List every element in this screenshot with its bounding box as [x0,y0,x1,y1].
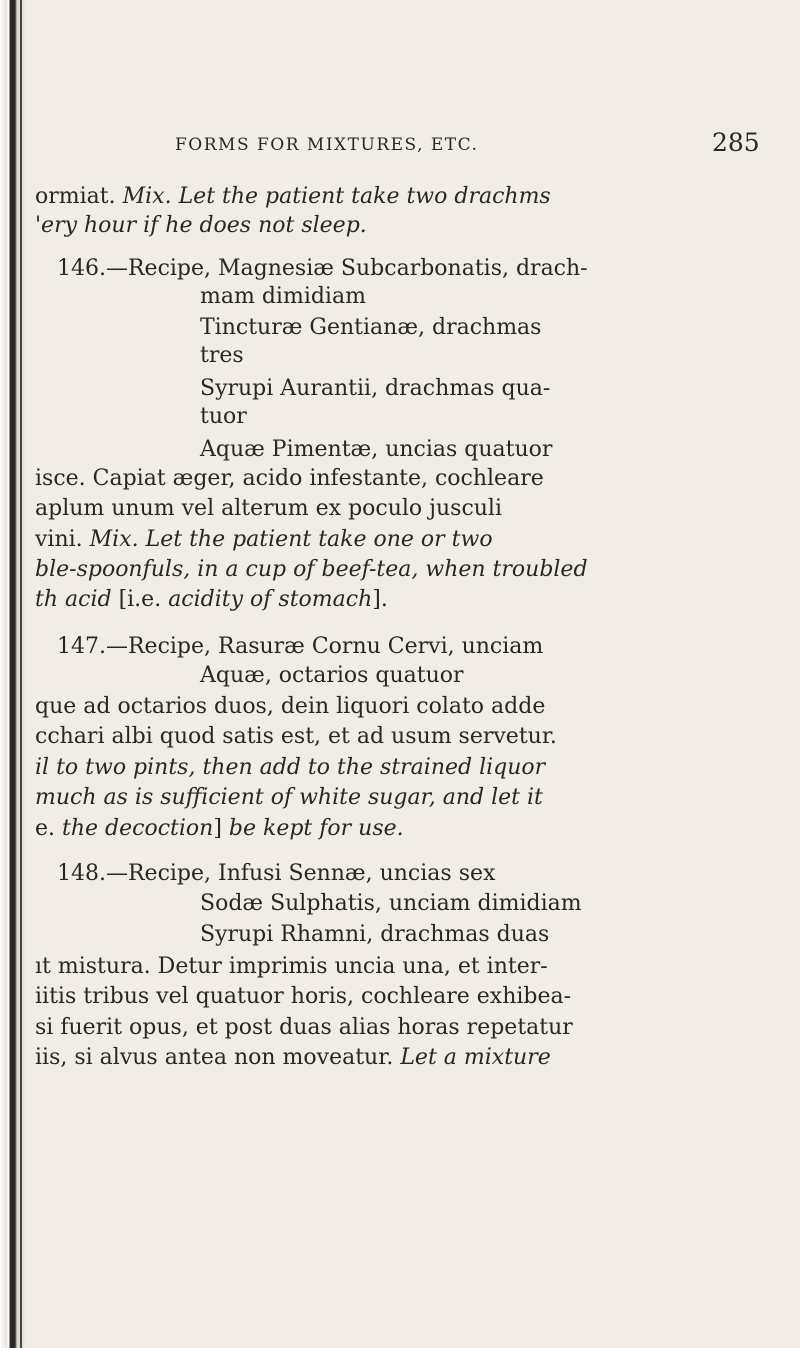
line-text: cchari albi quod satis est, et ad usum servetur. [35,724,557,749]
line-text: 146.—Recipe, Magnesiæ Subcarbonatis, drach- [57,256,588,281]
text-line-8 [200,403,247,431]
line-italic: the decoction [62,816,214,841]
line-text: iis, si alvus antea non moveatur. [35,1045,401,1070]
text-line-1 [35,183,551,211]
line-italic: much as is sufficient of white sugar, and let it [35,785,543,810]
text-line-20 [35,784,543,812]
text-line-25 [35,953,548,981]
line-italic: Mix. Let the patient take two drachms [122,184,551,209]
text-line-21 [35,815,404,843]
line-text: si fuerit opus, et post duas alias horas repetatur [35,1015,573,1040]
line-text: e. [35,816,63,841]
text-line-17 [35,693,545,721]
text-line-4 [200,283,366,311]
text-line-12 [35,526,493,554]
line-italic: be kept for use. [228,816,404,841]
text-line-16 [200,662,464,690]
line-italic: Let a mixture [400,1045,551,1070]
line-text: 147.—Recipe, Rasuræ Cornu Cervi, unciam [57,634,544,659]
line-text: aplum unum vel alterum ex poculo jusculi [35,496,503,521]
text-line-26 [35,983,571,1011]
text-line-7 [200,375,550,403]
recipe-147-heading [57,633,543,661]
running-head: FORMS FOR MIXTURES, ETC. [175,135,479,155]
text-line-27 [35,1014,573,1042]
text-line-28 [35,1044,551,1072]
line-text: Aquæ Pimentæ, uncias quatuor [200,437,553,462]
line-text: que ad octarios duos, dein liquori colato adde [35,694,546,719]
line-text: vini. [35,527,90,552]
text-line-13 [35,556,588,584]
text-line-6 [200,342,244,370]
text-line-9 [200,436,552,464]
line-text: Syrupi Aurantii, drachmas qua- [200,376,551,401]
text-line-2 [35,212,367,240]
line-text: isce. Capiat æger, acido infestante, cochleare [35,466,544,491]
page-number: 285 [712,128,760,157]
recipe-148-heading [57,860,495,888]
line-text: ormiat. [35,184,123,209]
text-line-14 [35,586,388,614]
line-italic: il to two pints, then add to the strained liquor [35,755,546,780]
text-line-24 [200,921,549,949]
line-text: ıt mistura. Detur imprimis uncia una, et inter- [35,954,548,979]
line-italic: Mix. Let the patient take one or two [89,527,493,552]
recipe-146-heading [57,255,588,283]
text-line-19 [35,754,545,782]
text-line-5 [200,314,541,342]
line-text: ]. [372,587,388,612]
line-text: [i.e. [118,587,169,612]
line-italic: th acid [35,587,119,612]
line-text: 148.—Recipe, Infusi Sennæ, uncias sex [57,861,496,886]
line-text: Sodæ Sulphatis, unciam dimidiam [200,891,582,916]
line-text: Aquæ, octarios quatuor [200,663,464,688]
line-text: iitis tribus vel quatuor horis, cochleare exhibea- [35,984,572,1009]
line-text: tuor [200,404,247,429]
text-line-18 [35,723,557,751]
line-text: Tincturæ Gentianæ, drachmas [200,315,542,340]
line-text: tres [200,343,244,368]
line-italic: ble-spoonfuls, in a cup of beef-tea, when troubled [35,557,588,582]
line-text: Syrupi Rhamni, drachmas duas [200,922,550,947]
line-italic: acidity of stomach [168,587,373,612]
line-text: ] [213,816,229,841]
line-text: mam dimidiam [200,284,366,309]
text-line-10 [35,465,544,493]
page-header [0,130,800,160]
text-line-11 [35,495,502,523]
line-italic: 'ery hour if he does not sleep. [35,213,367,238]
text-line-23 [200,890,582,918]
